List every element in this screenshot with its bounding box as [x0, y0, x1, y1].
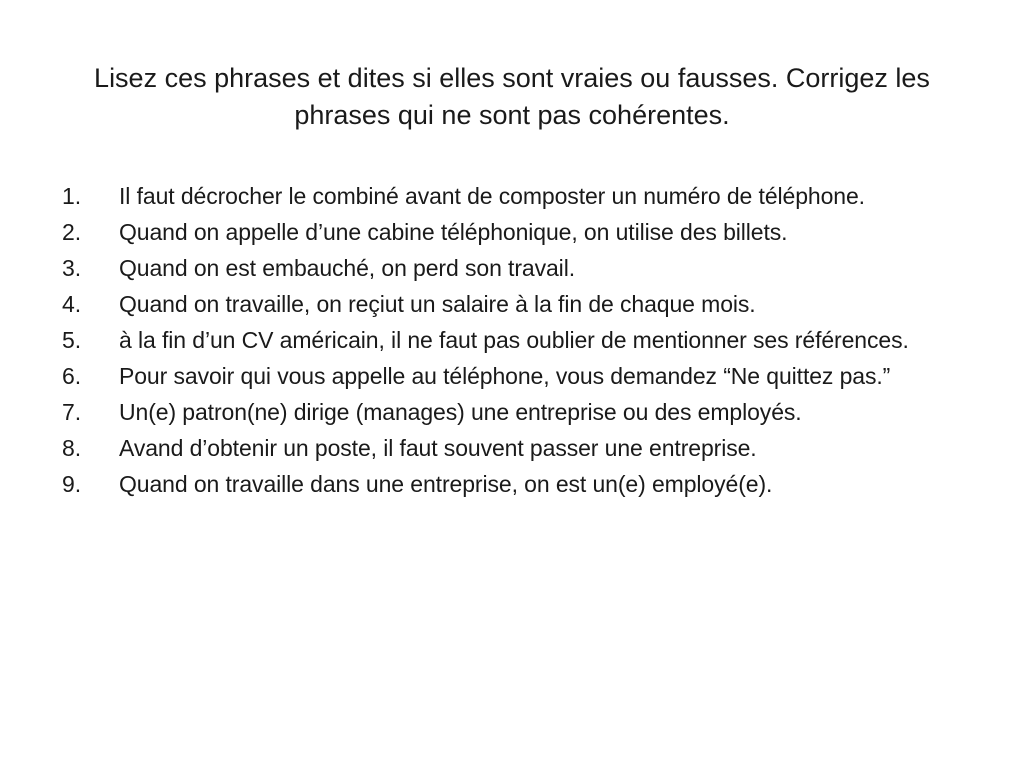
- item-text: Quand on travaille dans une entreprise, on est un(e) employé(e).: [119, 471, 773, 497]
- list-item: [60, 326, 970, 355]
- item-number: 2.: [62, 219, 81, 245]
- item-text: Quand on est embauché, on perd son travail.: [119, 255, 575, 281]
- item-text: Quand on travaille, on reçiut un salaire à la fin de chaque mois.: [119, 291, 756, 317]
- item-text: Il faut décrocher le combiné avant de composter un numéro de téléphone.: [119, 183, 865, 209]
- item-text: Pour savoir qui vous appelle au téléphone, vous demandez “Ne quittez pas.”: [119, 363, 891, 389]
- item-number: 8.: [62, 435, 81, 461]
- list-item: [60, 290, 970, 319]
- list-item: [60, 398, 970, 427]
- sentence-list: [60, 182, 970, 506]
- item-number: 9.: [62, 471, 81, 497]
- slide-title: Lisez ces phrases et dites si elles sont vraies ou fausses. Corrigez les phrases qui ne sont pas cohérentes.: [94, 63, 930, 130]
- item-number: 6.: [62, 363, 81, 389]
- item-text: à la fin d’un CV américain, il ne faut pas oublier de mentionner ses références.: [119, 327, 909, 353]
- item-number: 4.: [62, 291, 81, 317]
- list-item: [60, 362, 970, 391]
- item-number: 3.: [62, 255, 81, 281]
- list-item: [60, 218, 970, 247]
- list-item: [60, 470, 970, 499]
- item-number: 7.: [62, 399, 81, 425]
- list-item: [60, 254, 970, 283]
- item-text: Avand d’obtenir un poste, il faut souvent passer une entreprise.: [119, 435, 757, 461]
- list-item: [60, 182, 970, 211]
- item-number: 5.: [62, 327, 81, 353]
- list-item: [60, 434, 970, 463]
- item-number: 1.: [62, 183, 81, 209]
- item-text: Un(e) patron(ne) dirige (manages) une entreprise ou des employés.: [119, 399, 802, 425]
- item-text: Quand on appelle d’une cabine téléphonique, on utilise des billets.: [119, 219, 788, 245]
